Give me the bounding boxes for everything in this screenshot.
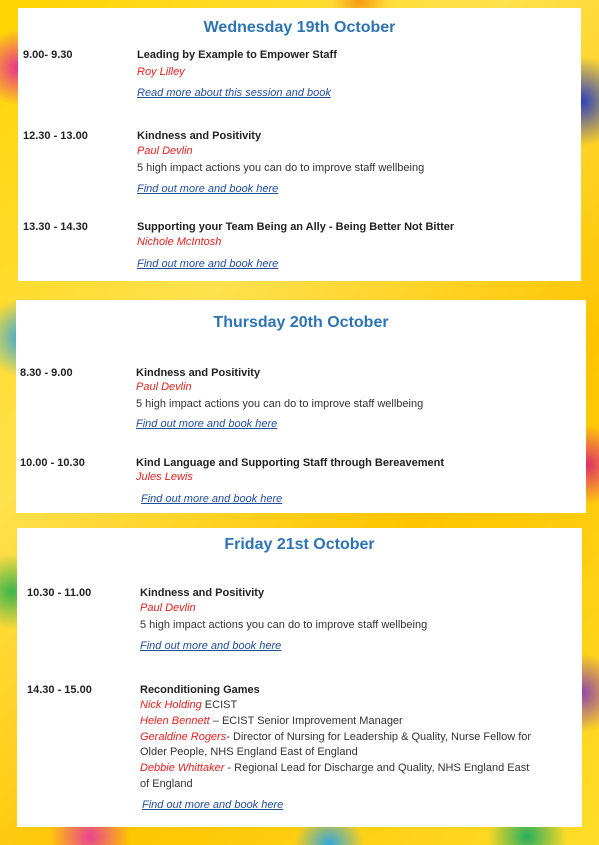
- session-time: 9.00- 9.30: [23, 49, 73, 61]
- session-time: 8.30 - 9.00: [20, 367, 73, 379]
- session-speaker: Jules Lewis: [136, 471, 193, 483]
- speaker-name: Nick Holding: [140, 699, 202, 711]
- speaker-role: ECIST: [201, 699, 238, 711]
- session-time: 10.00 - 10.30: [20, 457, 85, 469]
- speaker-name: Debbie Whittaker: [140, 762, 225, 774]
- day-title: Thursday 20th October: [213, 314, 389, 331]
- speaker-name: Geraldine Rogers: [140, 731, 227, 743]
- session-link[interactable]: Find out more and book here: [141, 493, 283, 505]
- session-speaker: Nichole McIntosh: [137, 236, 222, 248]
- session-speaker: Roy Lilley: [137, 66, 185, 78]
- speaker-role-continued: of England: [140, 778, 193, 790]
- session-title: Supporting your Team Being an Ally - Being Better Not Bitter: [137, 221, 455, 233]
- day-title: Wednesday 19th October: [203, 19, 396, 36]
- session-description: 5 high impact actions you can do to improve staff wellbeing: [136, 398, 424, 410]
- speaker-line: [140, 715, 403, 727]
- speaker-name: Helen Bennett: [140, 715, 210, 727]
- session-link[interactable]: Read more about this session and book: [137, 87, 331, 99]
- session-link[interactable]: Find out more and book here: [136, 418, 278, 430]
- session-time: 14.30 - 15.00: [27, 684, 92, 696]
- session-speaker: Paul Devlin: [137, 145, 193, 157]
- session-link[interactable]: Find out more and book here: [140, 640, 282, 652]
- speaker-line: [140, 762, 529, 774]
- session-title: Kindness and Positivity: [137, 130, 262, 142]
- speaker-role: - Regional Lead for Discharge and Quality, NHS England East: [224, 762, 530, 774]
- session-time: 13.30 - 14.30: [23, 221, 88, 233]
- session-title: Leading by Example to Empower Staff: [137, 49, 337, 61]
- thursday-card: [16, 300, 586, 513]
- session-link[interactable]: Find out more and book here: [142, 799, 284, 811]
- session-title: Reconditioning Games: [140, 684, 260, 696]
- speaker-line: [140, 699, 237, 711]
- session-title: Kind Language and Supporting Staff through Bereavement: [136, 457, 445, 469]
- friday-card: [17, 528, 582, 827]
- session-link[interactable]: Find out more and book here: [137, 258, 279, 270]
- session-title: Kindness and Positivity: [136, 367, 261, 379]
- session-speaker: Paul Devlin: [140, 602, 196, 614]
- speaker-role-continued: Older People, NHS England East of England: [140, 746, 358, 758]
- session-time: 10.30 - 11.00: [27, 587, 92, 599]
- wednesday-card: [18, 8, 581, 281]
- speaker-line: [140, 731, 531, 743]
- session-speaker: Paul Devlin: [136, 381, 192, 393]
- session-time: 12.30 - 13.00: [23, 130, 88, 142]
- session-title: Kindness and Positivity: [140, 587, 265, 599]
- day-title: Friday 21st October: [224, 536, 375, 553]
- speaker-role: - Director of Nursing for Leadership & Quality, Nurse Fellow for: [226, 731, 532, 743]
- session-description: 5 high impact actions you can do to improve staff wellbeing: [140, 619, 428, 631]
- session-description: 5 high impact actions you can do to improve staff wellbeing: [137, 162, 425, 174]
- speaker-role: – ECIST Senior Improvement Manager: [209, 715, 403, 727]
- session-link[interactable]: Find out more and book here: [137, 183, 279, 195]
